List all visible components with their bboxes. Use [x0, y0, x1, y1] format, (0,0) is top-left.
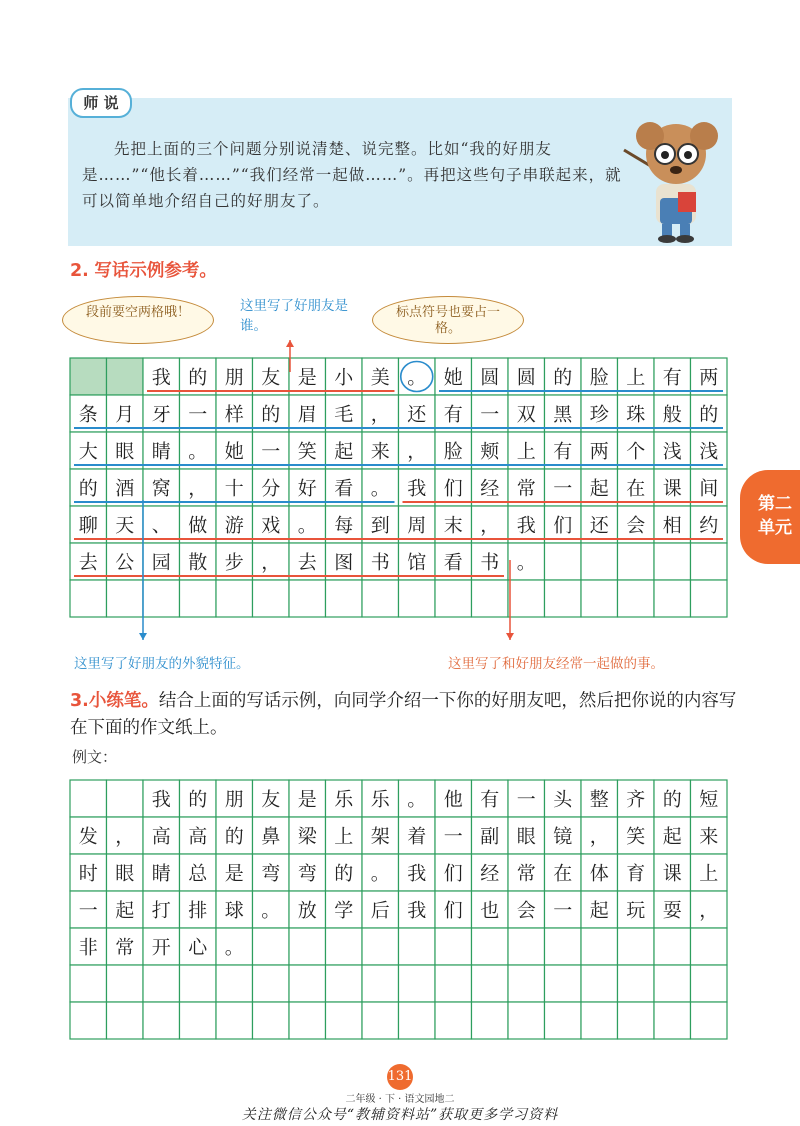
- grid-char: 耍: [662, 899, 682, 922]
- grid-char: 去: [78, 551, 98, 574]
- grid-char: 。: [407, 788, 427, 811]
- grid-char: 我: [407, 477, 427, 500]
- grid-char: 。: [370, 477, 390, 500]
- grid-cell: [435, 1002, 472, 1039]
- grid-cell: [691, 1002, 728, 1039]
- grid-char: ，: [370, 403, 390, 426]
- grid-char: 笑: [626, 825, 646, 848]
- grid-cell: [399, 1002, 436, 1039]
- grid-char: 脸: [589, 366, 609, 389]
- grid-char: 整: [589, 788, 609, 811]
- page-number: 131: [387, 1064, 413, 1090]
- grid-char: 非: [78, 936, 98, 959]
- grid-char: 。: [188, 440, 208, 463]
- grid-cell: [508, 1002, 545, 1039]
- grid-char: ，: [480, 514, 500, 537]
- grid-cell: [70, 1002, 107, 1039]
- grid-char: 高: [188, 825, 208, 848]
- grid-cell: [508, 965, 545, 1002]
- grid-char: 眼: [115, 440, 135, 463]
- section3-instruction: 结合上面的写话示例，向同学介绍一下你的好朋友吧，然后把你说的内容写在下面的作文纸上。: [70, 691, 737, 738]
- grid-char: 短: [699, 788, 719, 811]
- grid-char: 大: [78, 440, 98, 463]
- grid-cell: [143, 1002, 180, 1039]
- grid-char: ，: [407, 440, 427, 463]
- grid-char: 笑: [297, 440, 317, 463]
- grid-char: 时: [78, 862, 98, 885]
- grid-char: 做: [188, 514, 208, 537]
- grid-char: 一: [480, 403, 500, 426]
- grid-char: 友: [261, 788, 281, 811]
- grid-cell: [362, 965, 399, 1002]
- grid-char: 圆: [516, 366, 536, 389]
- grid-char: 在: [553, 862, 573, 885]
- grid-cell: [289, 1002, 326, 1039]
- grid-char: 有: [480, 788, 500, 811]
- grid-char: 有: [662, 366, 682, 389]
- grid-char: 们: [553, 514, 573, 537]
- grid-cell: [253, 965, 290, 1002]
- grid-char: 鼻: [261, 825, 281, 848]
- grid-char: 起: [115, 899, 135, 922]
- grid-char: 酒: [115, 477, 135, 500]
- section2-title: 写话示例参考。: [94, 261, 217, 281]
- grid-char: 乐: [370, 788, 390, 811]
- grid-char: 副: [480, 825, 500, 848]
- grid-char: 到: [370, 514, 390, 537]
- grid-char: 。: [297, 514, 317, 537]
- grid-char: 书: [480, 551, 500, 574]
- grid-cell: [289, 928, 326, 965]
- grid-char: 一: [516, 788, 536, 811]
- grid-char: 园: [151, 551, 171, 574]
- grid-char: 。: [516, 551, 536, 574]
- grid-char: 心: [188, 936, 208, 959]
- grid-char: 的: [261, 403, 281, 426]
- grid-char: 上: [626, 366, 646, 389]
- grid-char: ，: [261, 551, 281, 574]
- grid-char: 相: [662, 514, 682, 537]
- grid-char: 浅: [662, 440, 682, 463]
- grid-char: 在: [626, 477, 646, 500]
- grid-char: 。: [224, 936, 244, 959]
- grid-cell: [326, 965, 363, 1002]
- grid-char: 朋: [224, 366, 244, 389]
- grid-char: 着: [407, 825, 427, 848]
- grid-char: 球: [224, 899, 244, 922]
- grid-char: 样: [224, 403, 244, 426]
- grid-cell: [180, 965, 217, 1002]
- footer-subtitle: 二年级 · 下 · 语文园地二: [345, 1094, 455, 1105]
- grid-char: 去: [297, 551, 317, 574]
- grid-char: 好: [297, 477, 317, 500]
- grid-char: 是: [297, 366, 317, 389]
- grid-cell: [472, 965, 509, 1002]
- grid-char: 两: [699, 366, 719, 389]
- annotation-looks: 这里写了好朋友的外貌特征。: [74, 656, 250, 672]
- grid-char: 的: [224, 825, 244, 848]
- grid-char: 是: [224, 862, 244, 885]
- grid-char: 毛: [334, 403, 354, 426]
- grid-char: 一: [443, 825, 463, 848]
- grid-char: 经: [480, 862, 500, 885]
- grid-char: 常: [115, 936, 135, 959]
- grid-char: 一: [261, 440, 281, 463]
- grid-char: 聊: [78, 514, 98, 537]
- grid-char: 总: [188, 862, 208, 885]
- grid-cell: [618, 965, 655, 1002]
- grid-char: 上: [699, 862, 719, 885]
- grid-char: 发: [78, 825, 98, 848]
- grid-cell: [70, 780, 107, 817]
- grid-char: 起: [589, 899, 609, 922]
- grid-cell: [216, 965, 253, 1002]
- grid-char: 架: [370, 825, 390, 848]
- grid-char: 有: [553, 440, 573, 463]
- grid-cell: [180, 1002, 217, 1039]
- grid-char: 乐: [334, 788, 354, 811]
- grid-char: 的: [699, 403, 719, 426]
- grid-cell: [691, 965, 728, 1002]
- grid-char: 她: [443, 366, 463, 389]
- grid-char: 会: [626, 514, 646, 537]
- grid-cell: [326, 928, 363, 965]
- grid-char: ，: [188, 477, 208, 500]
- grid-char: 一: [553, 899, 573, 922]
- grid-cell: [435, 965, 472, 1002]
- grid-char: 我: [407, 899, 427, 922]
- grid-cell: [691, 928, 728, 965]
- grid-char: 双: [516, 403, 536, 426]
- grid-char: 们: [443, 477, 463, 500]
- grid-char: 戏: [261, 514, 281, 537]
- grid-cell: [581, 928, 618, 965]
- grid-char: 个: [626, 440, 646, 463]
- grid-char: 散: [188, 551, 208, 574]
- grid-char: 牙: [151, 403, 171, 426]
- grid-cell: [508, 928, 545, 965]
- grid-char: 珠: [626, 403, 646, 426]
- section2-number: 2.: [70, 261, 89, 281]
- grid-char: 头: [553, 788, 573, 811]
- grid-cell: [326, 1002, 363, 1039]
- grid-char: 图: [334, 551, 354, 574]
- grid-char: 弯: [297, 862, 317, 885]
- grid-char: 齐: [626, 788, 646, 811]
- grid-char: 。: [407, 366, 427, 389]
- grid-char: 有: [443, 403, 463, 426]
- grid-char: 们: [443, 862, 463, 885]
- grid-char: 排: [188, 899, 208, 922]
- grid-char: 十: [224, 477, 244, 500]
- grid-char: 常: [516, 477, 536, 500]
- grid-char: 的: [188, 788, 208, 811]
- grid-char: 分: [261, 477, 281, 500]
- grid-char: 我: [516, 514, 536, 537]
- grid-char: 高: [151, 825, 171, 848]
- grid-cell: [289, 965, 326, 1002]
- grid-char: ，: [115, 825, 135, 848]
- grid-char: 的: [662, 788, 682, 811]
- grid-char: 。: [261, 899, 281, 922]
- grid-char: 课: [662, 477, 682, 500]
- grid-cell: [545, 1002, 582, 1039]
- grid-char: 上: [334, 825, 354, 848]
- grid-char: 间: [699, 477, 719, 500]
- grid-char: 条: [78, 403, 98, 426]
- grid-char: 般: [662, 403, 682, 426]
- grid-cell: [143, 965, 180, 1002]
- grid-char: 小: [334, 366, 354, 389]
- grid-char: 会: [516, 899, 536, 922]
- grid-cell: [545, 928, 582, 965]
- grid-cell: [545, 965, 582, 1002]
- grid-char: 浅: [699, 440, 719, 463]
- grid-char: 放: [297, 899, 317, 922]
- grid-char: 眉: [297, 403, 317, 426]
- grid-char: 两: [589, 440, 609, 463]
- grid-char: 开: [151, 936, 171, 959]
- grid-cell: [70, 965, 107, 1002]
- grid-char: 是: [297, 788, 317, 811]
- grid-cell: [107, 1002, 144, 1039]
- grid-char: 一: [78, 899, 98, 922]
- grid-char: 看: [443, 551, 463, 574]
- example-label: 例文：: [72, 748, 118, 766]
- grid-char: 颊: [480, 440, 500, 463]
- grid-char: 眼: [115, 862, 135, 885]
- grid-char: 还: [407, 403, 427, 426]
- grid-char: 友: [261, 366, 281, 389]
- grid-char: 。: [370, 862, 390, 885]
- grid-char: 公: [115, 551, 135, 574]
- grid-cell: [399, 928, 436, 965]
- section3-title: 小练笔。: [88, 691, 159, 711]
- grid-char: 经: [480, 477, 500, 500]
- grid-char: 她: [224, 440, 244, 463]
- grid-cell: [654, 965, 691, 1002]
- grid-cell: [654, 1002, 691, 1039]
- grid-char: 游: [224, 514, 244, 537]
- section3-number: 3.: [70, 691, 89, 711]
- grid-char: 每: [334, 514, 354, 537]
- grid-char: 起: [589, 477, 609, 500]
- grid-char: 眼: [516, 825, 536, 848]
- unit-tab-line1: 第二: [758, 494, 792, 514]
- grid-char: 课: [662, 862, 682, 885]
- grid-char: 书: [370, 551, 390, 574]
- grid-char: 们: [443, 899, 463, 922]
- annotation-who: 这里写了好朋友是谁。: [240, 298, 348, 334]
- grid-char: 我: [407, 862, 427, 885]
- grid-char: 朋: [224, 788, 244, 811]
- grid-cell: [472, 928, 509, 965]
- grid-cell: [618, 1002, 655, 1039]
- grid-char: 还: [589, 514, 609, 537]
- grid-char: 馆: [407, 551, 427, 574]
- grid-char: 末: [443, 514, 463, 537]
- grid-char: 月: [115, 403, 135, 426]
- grid-char: 睛: [151, 862, 171, 885]
- grid-char: 来: [370, 440, 390, 463]
- grid-char: 来: [699, 825, 719, 848]
- footer-watermark: 关注微信公众号“教辅资料站”获取更多学习资料: [241, 1107, 559, 1123]
- grid-char: 的: [188, 366, 208, 389]
- grid-cell: [581, 965, 618, 1002]
- grid-char: 的: [78, 477, 98, 500]
- grid-char: 起: [662, 825, 682, 848]
- grid-cell: [435, 928, 472, 965]
- grid-char: 周: [407, 514, 427, 537]
- grid-char: 后: [370, 899, 390, 922]
- grid-cell: [253, 1002, 290, 1039]
- grid-char: 约: [699, 514, 719, 537]
- grid-char: 步: [224, 551, 244, 574]
- grid-cell: [362, 1002, 399, 1039]
- grid-char: 一: [188, 403, 208, 426]
- indent-tip-text: 段前要空两格哦！: [85, 305, 190, 320]
- grid-char: 他: [443, 788, 463, 811]
- grid-char: 常: [516, 862, 536, 885]
- grid-char: 看: [334, 477, 354, 500]
- grid-cell: [362, 928, 399, 965]
- grid-char: 的: [334, 862, 354, 885]
- grid-char: 天: [115, 514, 135, 537]
- grid-cell: [472, 1002, 509, 1039]
- grid-char: 一: [553, 477, 573, 500]
- grid-char: ，: [699, 899, 719, 922]
- grid-char: 梁: [297, 825, 317, 848]
- grid-char: 睛: [151, 440, 171, 463]
- grid-char: 打: [151, 899, 171, 922]
- grid-char: 脸: [443, 440, 463, 463]
- tip-text: 先把上面的三个问题分别说清楚、说完整。比如“我的好朋友是……”“他长着……”“我们经常一起做……”。再把这些句子串联起来，就可以简单地介绍自己的好朋友了。: [82, 140, 622, 210]
- grid-cell: [253, 928, 290, 965]
- grid-cell: [107, 780, 144, 817]
- grid-char: 圆: [480, 366, 500, 389]
- grid-cell: [581, 1002, 618, 1039]
- grid-char: 弯: [261, 862, 281, 885]
- grid-char: ，: [589, 825, 609, 848]
- grid-cell: [107, 965, 144, 1002]
- tip-tab: 师 说: [70, 88, 132, 118]
- grid-char: 的: [553, 366, 573, 389]
- grid-char: 育: [626, 862, 646, 885]
- grid-char: 珍: [589, 403, 609, 426]
- grid-char: 我: [151, 366, 171, 389]
- punct-tip-text: 标点符号也要占一格。: [395, 305, 500, 336]
- grid-char: 我: [151, 788, 171, 811]
- grid-char: 镜: [553, 825, 573, 848]
- grid-cell: [654, 928, 691, 965]
- grid-cell: [216, 1002, 253, 1039]
- grid-char: 玩: [626, 899, 646, 922]
- unit-tab-line2: 单元: [758, 518, 792, 538]
- grid-char: 、: [151, 514, 171, 537]
- grid-cell: [618, 928, 655, 965]
- grid-char: 黑: [553, 403, 573, 426]
- grid-char: 上: [516, 440, 536, 463]
- grid-char: 也: [480, 899, 500, 922]
- grid-char: 起: [334, 440, 354, 463]
- grid-cell: [399, 965, 436, 1002]
- grid-char: 窝: [151, 477, 171, 500]
- grid-char: 美: [370, 366, 390, 389]
- grid-char: 学: [334, 899, 354, 922]
- grid-char: 体: [589, 862, 609, 885]
- annotation-together: 这里写了和好朋友经常一起做的事。: [448, 656, 664, 672]
